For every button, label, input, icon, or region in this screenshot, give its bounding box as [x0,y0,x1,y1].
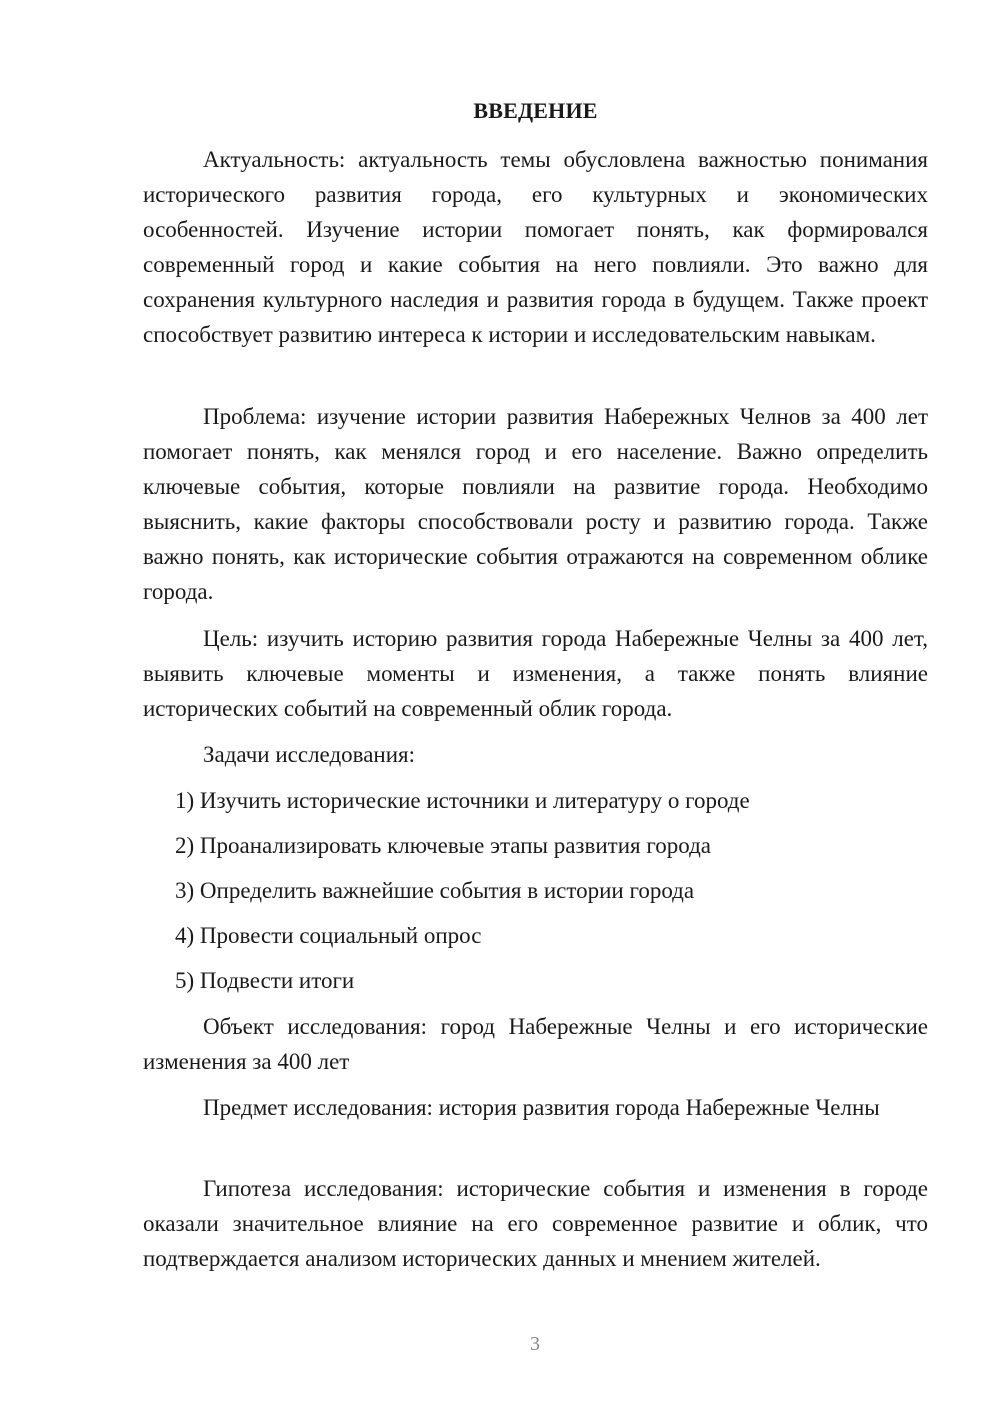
paragraph-problem: Проблема: изучение истории развития Набережных Челнов за 400 лет помогает понять, как менялся город и его население. Важно определить ключевые события, которые повлияли на развитие города. Необходимо выяснить, какие факторы способствовали росту и развитию города. Также важно понять, как исторические события отражаются на современном облике города. [143,404,928,604]
page-title: ВВЕДЕНИЕ [473,98,598,123]
paragraph-goal: Цель: изучить историю развития города Набережные Челны за 400 лет, выявить ключевые моменты и изменения, а также понять влияние исторических событий на современный облик города. [143,626,928,721]
list-item: 5) Подвести итоги [175,968,355,993]
page-number: 3 [530,1333,540,1355]
list-item: 3) Определить важнейшие события в истории города [175,878,695,903]
paragraph-subject: Предмет исследования: история развития города Набережные Челны [203,1095,880,1120]
tasks-heading: Задачи исследования: [203,742,416,767]
paragraph-hypothesis: Гипотеза исследования: исторические события и изменения в городе оказали значительное влияние на его современное развитие и облик, что подтверждается анализом исторических данных и мнением жителей. [143,1176,928,1271]
list-item: 1) Изучить исторические источники и литературу о городе [175,788,750,813]
list-item: 2) Проанализировать ключевые этапы развития города [175,833,711,858]
list-item: 4) Провести социальный опрос [175,923,482,948]
paragraph-object: Объект исследования: город Набережные Челны и его исторические изменения за 400 лет [143,1014,928,1074]
paragraph-relevance: Актуальность: актуальность темы обусловлена важностью понимания исторического развития города, его культурных и экономических особенностей. Изучение истории помогает понять, как формировался современный город и какие события на него повлияли. Это важно для сохранения культурного наследия и развития города в будущем. Также проект способствует развитию интереса к истории и исследовательским навыкам. [143,147,928,347]
